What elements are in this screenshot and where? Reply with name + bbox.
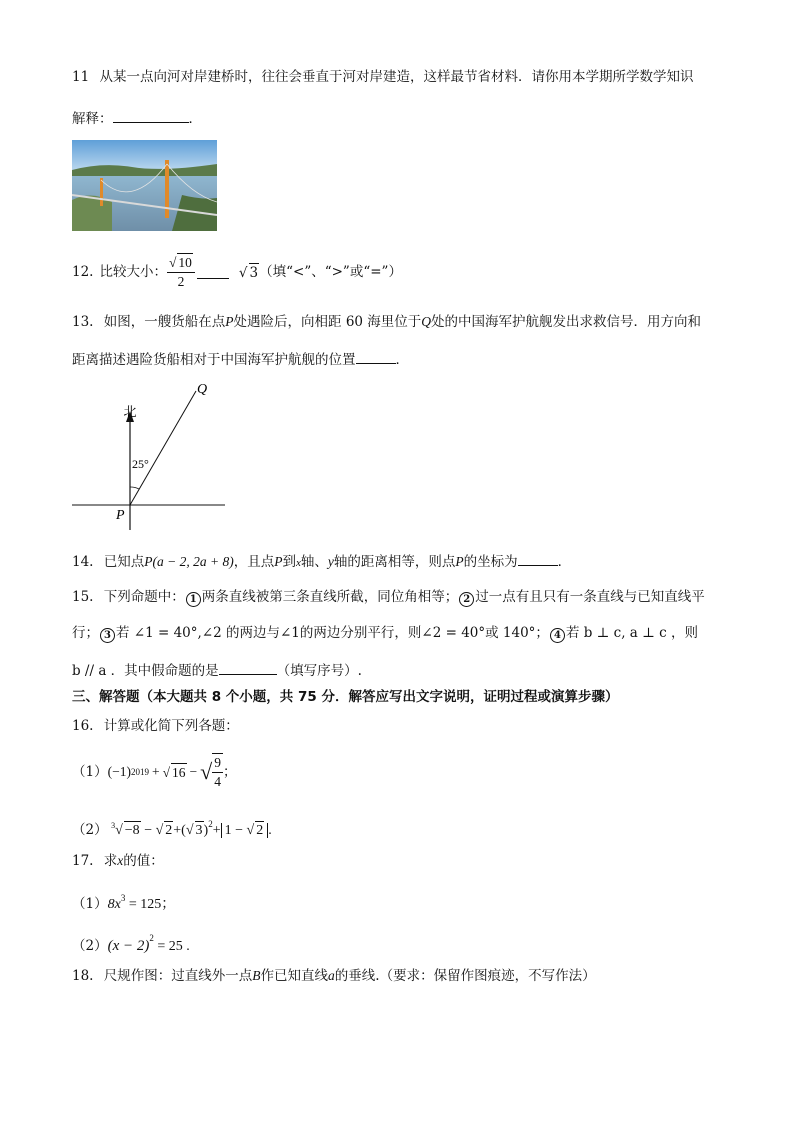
q12-hint: （填“<”、“>”或“=”）: [259, 264, 402, 280]
q15-prop-4a: 若 b ⊥ c, a ⊥ c ，则: [565, 625, 698, 641]
q16-p2-sqrt2: √ 2: [155, 823, 173, 838]
q14-text-c: 到: [282, 554, 296, 570]
q14-text-a: 已知点: [103, 554, 145, 570]
q15-number: 15.: [72, 589, 94, 605]
q14-answer-blank[interactable]: [518, 552, 558, 566]
q11-answer-blank[interactable]: [113, 109, 189, 123]
q11-line1: [72, 68, 693, 86]
q17-p1-exponent: 3: [120, 893, 126, 903]
q17-text-b: 的值：: [123, 853, 164, 869]
q16-p2-close: ): [203, 823, 209, 838]
q16-p2-minus: −: [144, 823, 153, 838]
q16-p2-sqrt3-value: 3: [195, 823, 203, 838]
bridge-photo: [72, 140, 217, 231]
q16-p1-exponent: 2019: [130, 767, 149, 777]
q16-p2-sqrt3: √ 3: [185, 823, 203, 838]
q16-p2-end: .: [268, 823, 272, 838]
q16-p1-plus: +: [151, 764, 160, 779]
q16-part2: [72, 815, 272, 840]
q11-text: 从某一点向河对岸建桥时，往往会垂直于河对岸建造，这样最节省材料．请你用本学期所学数学知识: [99, 69, 694, 85]
q17-p2-label: （2）: [72, 938, 108, 954]
q14-end: ．: [557, 554, 572, 570]
q17-p2-base: (x − 2): [107, 938, 150, 954]
q13-number: 13.: [72, 314, 94, 330]
q18-line: [72, 967, 596, 985]
q15-line3: [72, 661, 362, 680]
q17-part1: [72, 889, 175, 914]
q15-circle-4: 4: [550, 628, 565, 643]
q11-answer-label: 解释：: [72, 111, 113, 127]
q16-p2-abs-root: 2: [256, 823, 264, 838]
q15-line2: [72, 624, 698, 643]
q15-end: （填写序号）.: [276, 663, 362, 679]
q15-circle-3: 3: [100, 628, 115, 643]
q15-prop-2b: 行；: [72, 625, 99, 641]
q13-point-p: P: [225, 314, 234, 329]
q18-text-b: 作已知直线: [260, 968, 329, 984]
q15-circle-1: 1: [186, 592, 201, 607]
q16-number: 16.: [72, 718, 94, 734]
q14-text-b: ，且点: [233, 554, 275, 570]
q11-number: 11: [72, 69, 90, 85]
q16-p1-radical-sign: √: [200, 759, 213, 784]
q14-text-e: 轴的距离相等，则点: [333, 554, 456, 570]
q13-end: ．: [395, 352, 409, 368]
q14-text-f: 的坐标为: [463, 554, 518, 570]
q12-prefix: 比较大小：: [99, 264, 167, 280]
q17-line: [72, 852, 164, 870]
q16-p2-cuberoot: $^3$√ −8: [111, 821, 140, 838]
q18-line-a: a: [328, 968, 335, 983]
q17-x: x: [117, 853, 124, 868]
q15-prop-3: 若 ∠1 = 40°,∠2 的两边与∠1的两边分别平行，则∠2 = 40°或 140°；: [116, 625, 549, 641]
pq-line: [130, 391, 196, 505]
q15-circle-2: 2: [459, 592, 474, 607]
q13-text-a: 如图，一艘货船在点: [103, 314, 226, 330]
q16-p1-fraction-num: 9: [212, 754, 223, 773]
q12-answer-blank[interactable]: [197, 265, 229, 279]
q12-frac-denominator: 2: [177, 274, 185, 289]
q17-p1-base: 8x: [107, 897, 121, 912]
q15-prop-4b: b // a ．其中假命题的是: [72, 663, 219, 679]
q16-p1-sqrt16: √ 16: [162, 764, 186, 780]
q16-p2-abs: 1 − √ 2: [221, 823, 269, 838]
angle-arc: [130, 487, 139, 489]
q18-point-b: B: [252, 968, 261, 983]
q16-p1-root-value: 16: [172, 764, 186, 780]
q13-line1: [72, 313, 701, 331]
q14-number: 14.: [72, 554, 94, 570]
q17-part2: [72, 929, 190, 956]
q16-p2-plus: +(: [173, 823, 186, 838]
figure-label-p: P: [116, 508, 125, 523]
q13-direction-figure: [60, 378, 240, 533]
q16-p1-label: （1）: [72, 764, 108, 780]
q16-p2-plus2: +: [212, 823, 221, 838]
section-3-heading: 三、解答题（本大题共 8 个小题，共 75 分．解答应写出文字说明，证明过程或演算步骤）: [72, 689, 619, 705]
q13-line2: [72, 350, 409, 369]
q11-line2: [72, 109, 202, 128]
q12-fraction: $\frac{√ 10}{2}$: [167, 253, 195, 291]
q13-text-c: 处的中国海军护航舰发出求救信号．用方向和: [431, 314, 702, 330]
q16-p2-index: 3: [111, 821, 116, 830]
q14-p1: P: [274, 554, 283, 569]
q15-answer-blank[interactable]: [219, 661, 277, 675]
q17-p2-rhs: = 25 .: [153, 939, 190, 954]
q16-p1-minus: −: [189, 764, 198, 779]
north-label: 北: [123, 405, 137, 420]
q16-p2-exponent: 2: [208, 819, 213, 829]
q14-x: x: [296, 557, 301, 569]
q11-end: ．: [188, 111, 202, 127]
q16-p2-abs-text: 1 −: [224, 823, 247, 838]
q16-p2-cube-value: −8: [124, 823, 140, 838]
q18-number: 18.: [72, 968, 94, 984]
q16-text: 计算或化简下列各题：: [103, 718, 239, 734]
q14-p2: P: [455, 554, 464, 569]
q14-line: [72, 552, 571, 572]
q16-part1: [72, 752, 236, 792]
q16-p1-base: (−1): [107, 764, 131, 779]
q18-text-c: 的垂线.（要求：保留作图痕迹，不写作法）: [334, 968, 596, 984]
angle-label: 25°: [132, 457, 149, 471]
q16-p1-fraction: [212, 753, 223, 791]
q15-line1: [72, 588, 705, 607]
q15-prop-2a: 过一点有且只有一条直线与已知直线平: [475, 589, 705, 605]
q12-number: 12.: [72, 264, 94, 280]
q12-root3: √ 3: [238, 264, 259, 281]
q13-answer-blank[interactable]: [356, 350, 396, 364]
q12-root3-value: 3: [249, 264, 259, 281]
q17-number: 17.: [72, 853, 94, 869]
q13-text-2: 距离描述遇险货船相对于中国海军护航舰的位置: [72, 352, 356, 368]
q17-p1-rhs: = 125；: [125, 897, 176, 912]
q16-line: [72, 717, 239, 735]
q12-frac-numerator: 10: [178, 255, 192, 270]
q13-text-b: 处遇险后，向相距 60 海里位于: [233, 314, 422, 330]
figure-label-q: Q: [197, 382, 208, 397]
q14-text-d: 轴、: [300, 554, 328, 570]
q15-prop-1: 两条直线被第三条直线所截，同位角相等；: [201, 589, 459, 605]
q18-text-a: 尺规作图：过直线外一点: [103, 968, 253, 984]
q16-p2-sqrt2-value: 2: [165, 823, 173, 838]
q17-p1-label: （1）: [72, 896, 108, 912]
q14-point: P(a − 2, 2a + 8): [144, 554, 234, 569]
q17-p2-exponent: 2: [149, 933, 154, 943]
q17-text-a: 求: [103, 853, 118, 869]
q16-p2-label: （2）: [72, 822, 108, 838]
q16-p1-fraction-den: 4: [214, 774, 221, 789]
q13-point-q: Q: [421, 314, 432, 329]
q16-p1-end: ；: [222, 764, 237, 780]
q12-line: [72, 255, 402, 289]
q15-intro: 下列命题中：: [103, 589, 185, 605]
bridge-photo-svg: [72, 140, 217, 231]
q14-y: y: [327, 554, 334, 569]
